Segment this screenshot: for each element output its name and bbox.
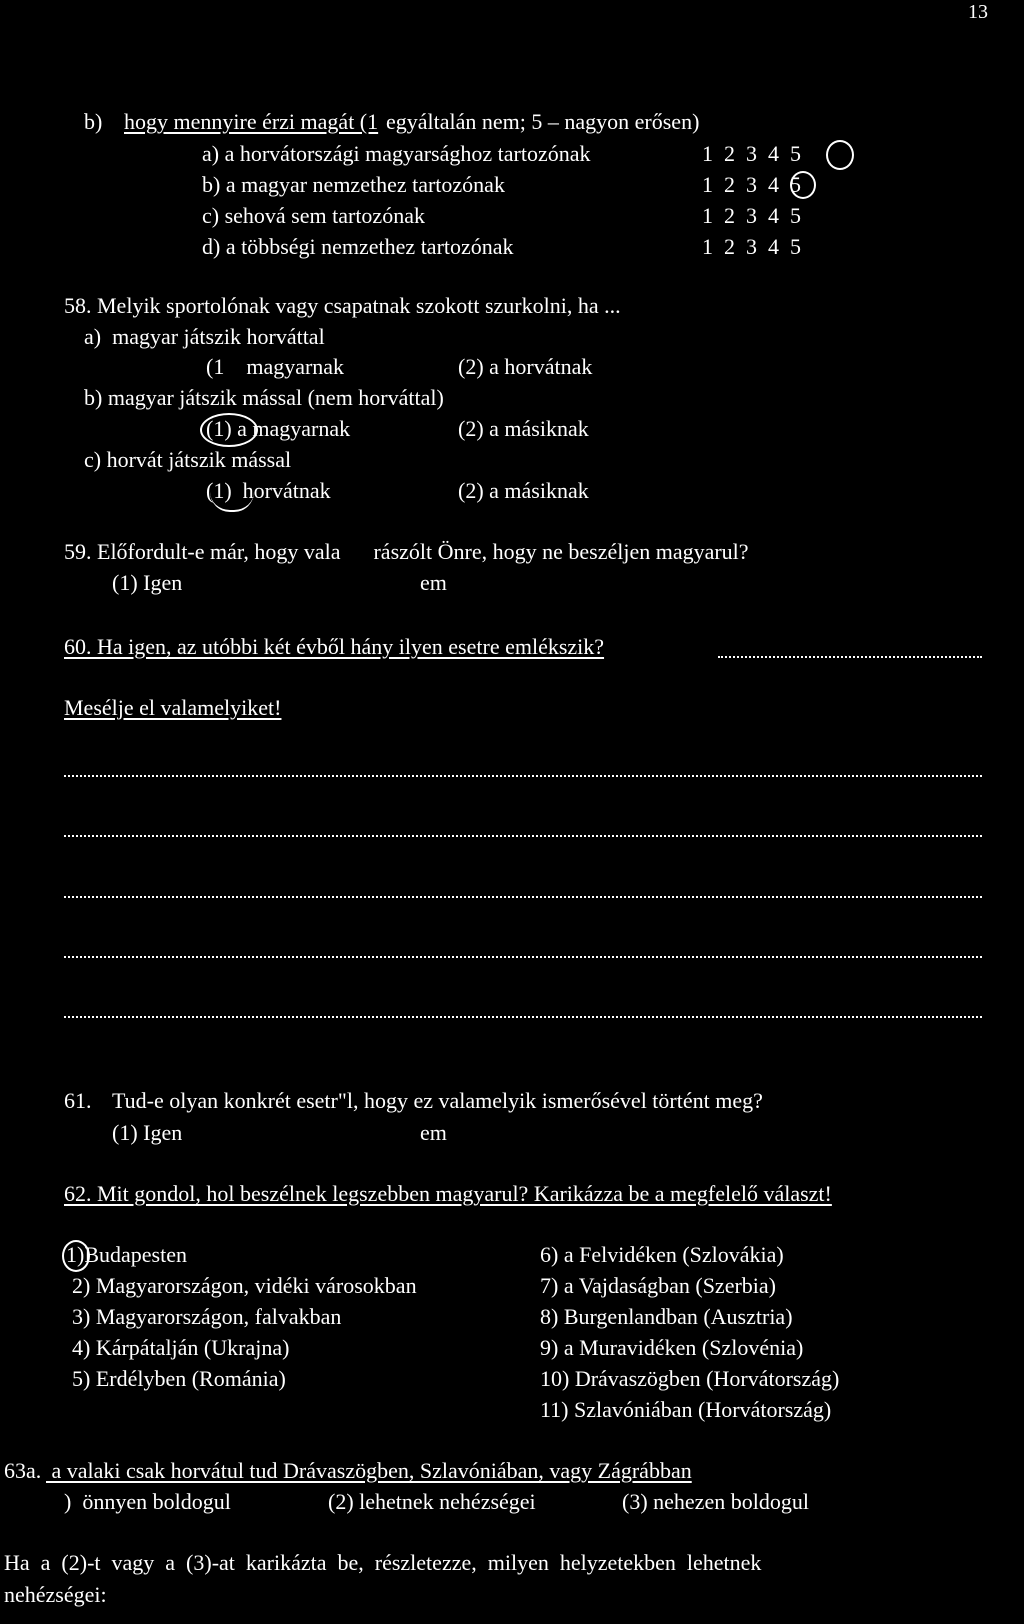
q57b-item-label: b) a magyar nemzethez tartozónak (202, 172, 505, 197)
answer-line (718, 656, 982, 658)
q58-b-option-2: (2) a másiknak (458, 416, 589, 441)
q62-option: 10) Drávaszögben (Horvátország) (540, 1366, 840, 1391)
q62-question: 62. Mit gondol, hol beszélnek legszebben magyarul? Karikázza be a megfelelő választ! (64, 1181, 832, 1206)
q57b-item-scale: 1 2 3 4 5 (702, 203, 801, 228)
q59-no: em (420, 570, 447, 595)
q57b-head: b) (84, 109, 103, 134)
q57b-intro: hogy mennyire érzi magát (1 (124, 109, 379, 134)
q63-followup-line-1: Ha a (2)-t vagy a (3)-at karikázta be, részletezze, milyen helyzetekben lehetnek (4, 1550, 762, 1575)
answer-line (64, 1016, 982, 1018)
q58-b-label: b) magyar játszik mással (nem horváttal) (84, 385, 444, 410)
q63a-option-3: (3) nehezen boldogul (622, 1489, 809, 1514)
page-number: 13 (968, 1, 988, 23)
answer-line (64, 956, 982, 958)
answer-line (64, 896, 982, 898)
q61-question: Tud-e olyan konkrét esetr"l, hogy ez valamelyik ismerősével történt meg? (112, 1088, 763, 1113)
q57b-item-scale: 1 2 3 4 5 (702, 141, 801, 166)
answer-line (64, 835, 982, 837)
q58-c-label: c) horvát játszik mással (84, 447, 292, 472)
answer-circle-mark (200, 413, 258, 447)
q61-yes: (1) Igen (112, 1120, 183, 1145)
q63a-number: 63a. (4, 1458, 42, 1483)
q62-option: 2) Magyarországon, vidéki városokban (72, 1273, 417, 1298)
answer-line (64, 775, 982, 777)
q57b-item-label: a) a horvátországi magyarsághoz tartozónak (202, 141, 591, 166)
answer-tick-mark (210, 492, 254, 512)
q59-question: 59. Előfordult-e már, hogy vala rászólt Önre, hogy ne beszéljen magyarul? (64, 539, 749, 564)
q58-c-option-1: (1) horvátnak (206, 478, 331, 503)
q60-prompt: Mesélje el valamelyiket! (64, 695, 282, 720)
q63-followup-line-2: nehézségei: (4, 1582, 107, 1607)
q57b-item-label: c) sehová sem tartozónak (202, 203, 425, 228)
q62-option: 7) a Vajdaságban (Szerbia) (540, 1273, 776, 1298)
q58-b-option-1: (1) a magyarnak (206, 416, 351, 441)
q57b-item-scale: 1 2 3 4 5 (702, 172, 801, 197)
q58-a-option-1: (1 magyarnak (206, 354, 345, 379)
answer-circle-mark (790, 171, 816, 199)
q58-a-option-2: (2) a horvátnak (458, 354, 593, 379)
q58-question: 58. Melyik sportolónak vagy csapatnak szokott szurkolni, ha ... (64, 293, 621, 318)
q61-number: 61. (64, 1088, 92, 1113)
q63a-option-1: ) önnyen boldogul (64, 1489, 231, 1514)
q62-option: 11) Szlavóniában (Horvátország) (540, 1397, 832, 1422)
q62-option: 8) Burgenlandban (Ausztria) (540, 1304, 793, 1329)
q58-a-label: a) magyar játszik horváttal (84, 324, 325, 349)
q62-option: 9) a Muravidéken (Szlovénia) (540, 1335, 804, 1360)
q57b-item-scale: 1 2 3 4 5 (702, 234, 801, 259)
q60-question: 60. Ha igen, az utóbbi két évből hány ilyen esetre emlékszik? (64, 634, 605, 659)
q62-option: 4) Kárpátalján (Ukrajna) (72, 1335, 290, 1360)
q62-option: 6) a Felvidéken (Szlovákia) (540, 1242, 784, 1267)
q57b-scale-legend: egyáltalán nem; 5 – nagyon erősen) (386, 109, 700, 134)
q63a-question: a valaki csak horvátul tud Drávaszögben, Szlavóniában, vagy Zágrábban (46, 1458, 692, 1483)
q58-c-option-2: (2) a másiknak (458, 478, 589, 503)
q57b-item-label: d) a többségi nemzethez tartozónak (202, 234, 514, 259)
answer-circle-mark (826, 140, 854, 170)
q59-yes: (1) Igen (112, 570, 183, 595)
q62-option: 3) Magyarországon, falvakban (72, 1304, 342, 1329)
q61-no: em (420, 1120, 447, 1145)
q63a-option-2: (2) lehetnek nehézségei (328, 1489, 536, 1514)
answer-circle-mark (62, 1240, 90, 1272)
q62-option: 5) Erdélyben (Románia) (72, 1366, 286, 1391)
q62-option: 1)Budapesten (66, 1242, 187, 1267)
